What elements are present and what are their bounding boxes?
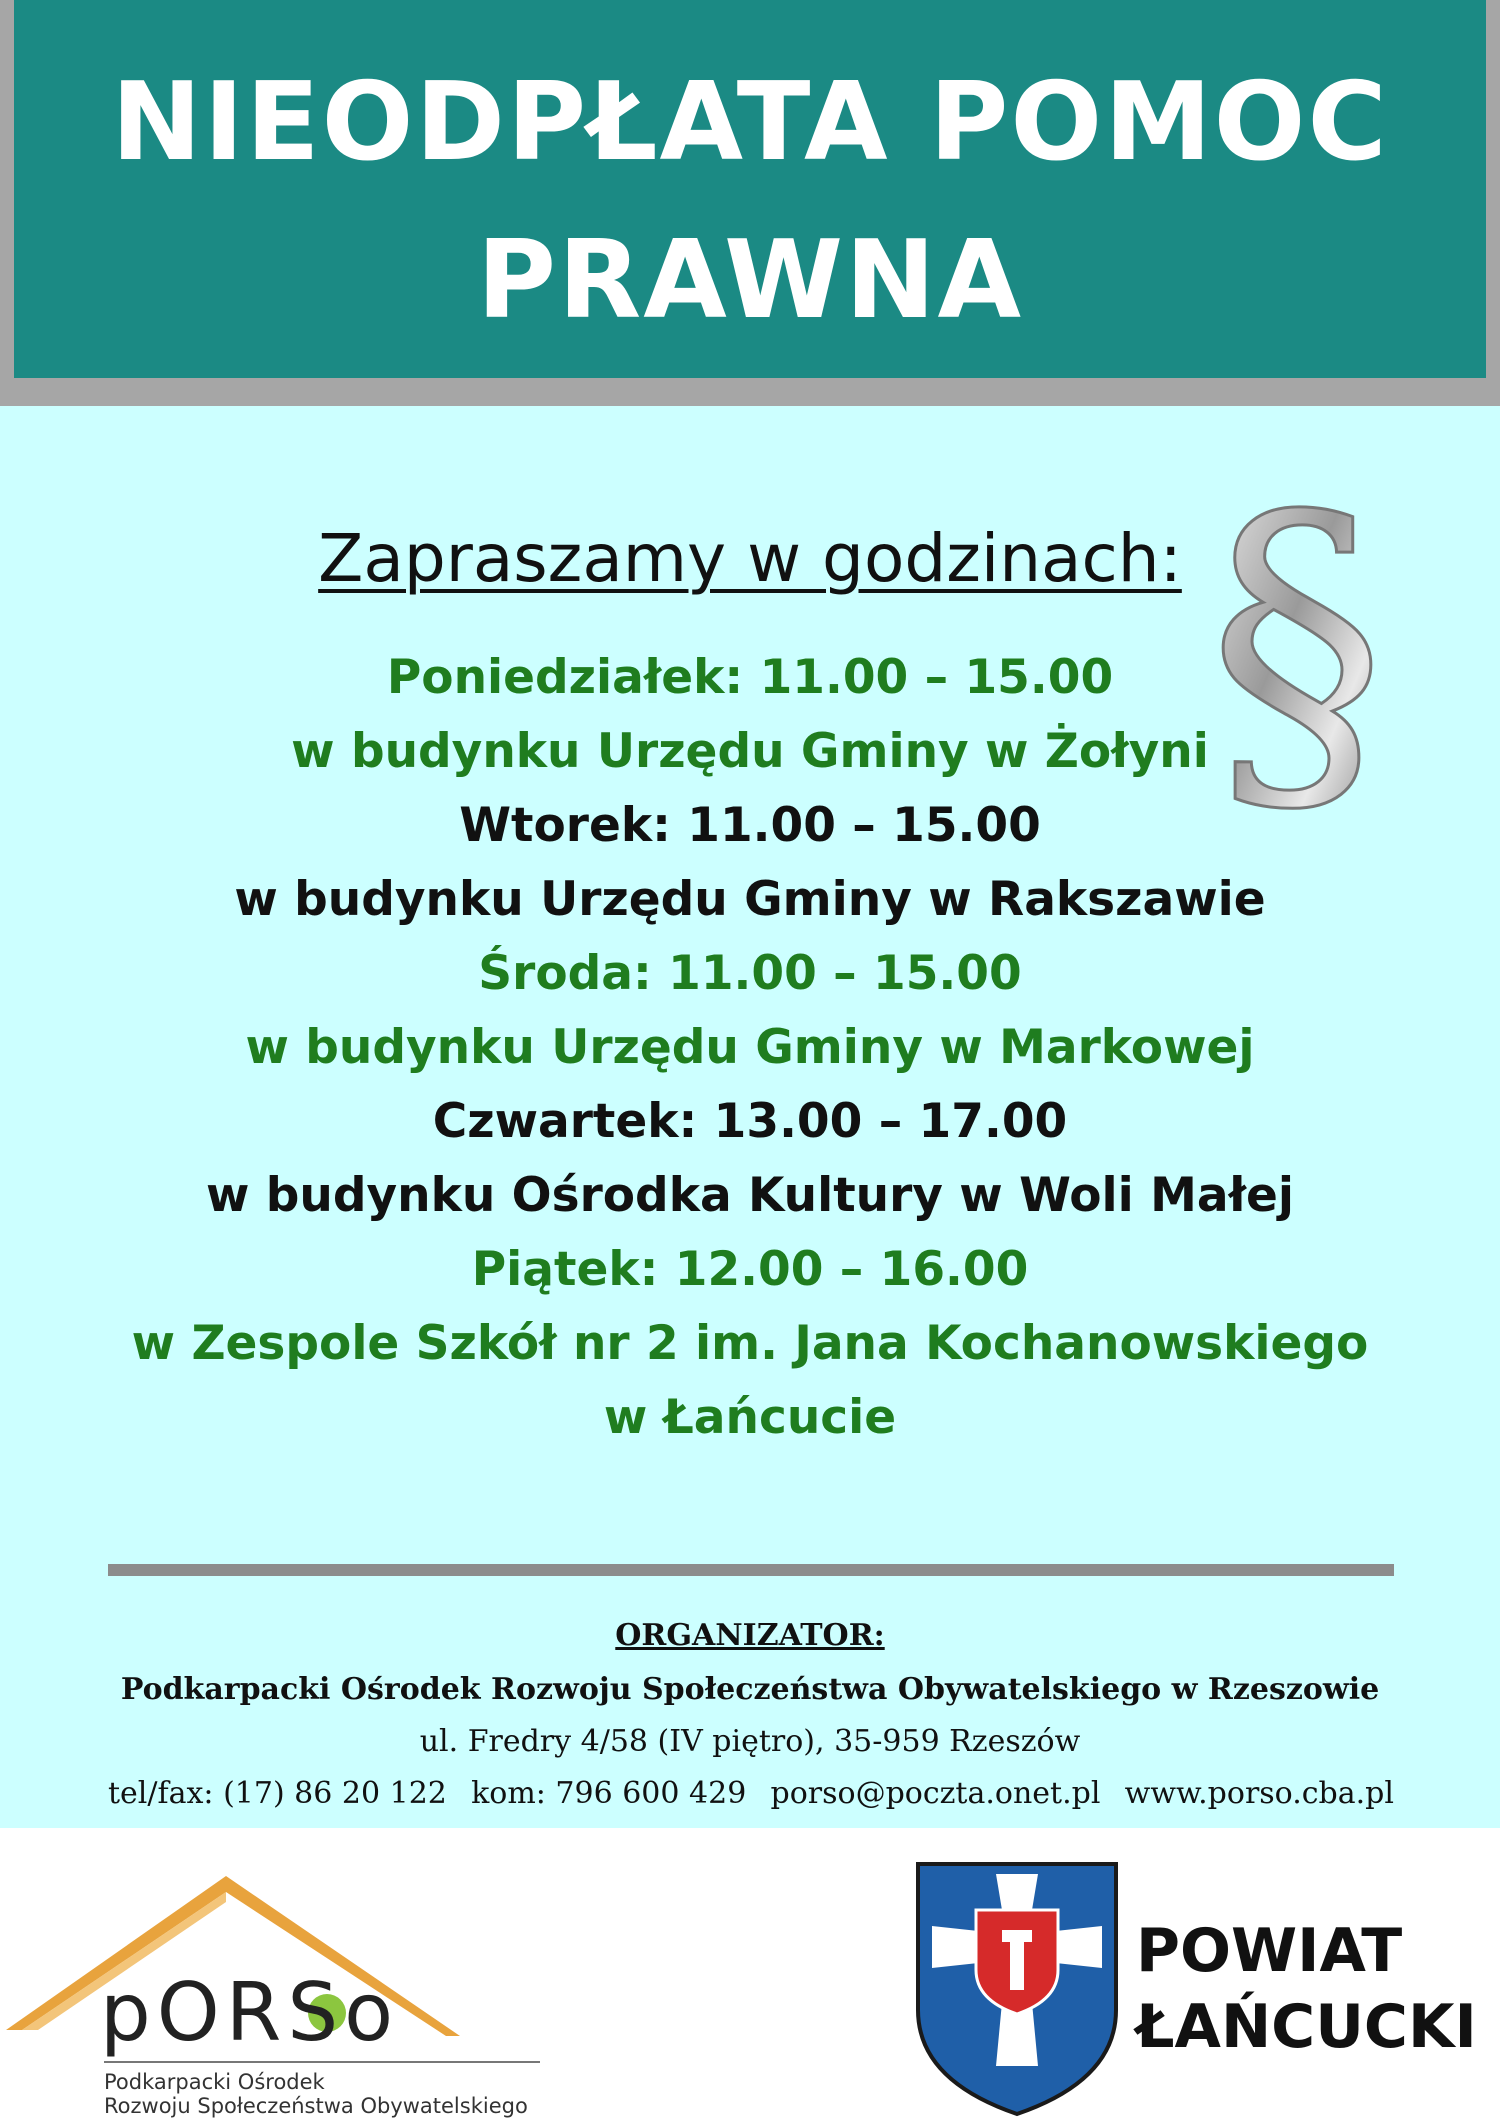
powiat-lancucki-logo	[888, 1830, 1500, 2122]
schedule-line: w Łańcucie	[603, 1390, 897, 1445]
schedule-line: Poniedziałek: 11.00 – 15.00	[386, 650, 1114, 705]
header-banner-frame	[0, 0, 1500, 406]
organizer-phone: tel/fax: (17) 86 20 122	[108, 1776, 447, 1811]
organizer-contact-row	[108, 1776, 1394, 1811]
organizer-address: ul. Fredry 4/58 (IV piętro), 35-959 Rzeszów	[419, 1724, 1081, 1759]
porso-logo	[0, 1830, 560, 2122]
schedule-line: w budynku Ośrodka Kultury w Woli Małej	[205, 1168, 1295, 1223]
divider-rule	[108, 1564, 1394, 1576]
title-line-2: PRAWNA	[476, 218, 1024, 343]
organizer-website: www.porso.cba.pl	[1124, 1776, 1394, 1811]
section-sign-icon	[1207, 440, 1387, 859]
title-line-1: NIEODPŁATA POMOC	[111, 60, 1389, 185]
header-banner	[14, 0, 1486, 378]
organizer-email: porso@poczta.onet.pl	[770, 1776, 1101, 1811]
schedule-heading: Zapraszamy w godzinach:	[318, 520, 1182, 597]
schedule-line: w budynku Urzędu Gminy w Rakszawie	[234, 872, 1266, 927]
organizer-name: Podkarpacki Ośrodek Rozwoju Społeczeństwa Obywatelskiego w Rzeszowie	[120, 1672, 1380, 1707]
schedule-line: w budynku Urzędu Gminy w Żołyni	[291, 724, 1209, 779]
schedule-line: w budynku Urzędu Gminy w Markowej	[245, 1020, 1255, 1075]
organizer-heading: ORGANIZATOR:	[615, 1618, 885, 1653]
powiat-crest-icon	[902, 1830, 1134, 2122]
organizer-mobile: kom: 796 600 429	[471, 1776, 747, 1811]
schedule-line: Środa: 11.00 – 15.00	[478, 946, 1022, 1001]
porso-tagline-1: Podkarpacki Ośrodek	[104, 2070, 325, 2094]
porso-tagline-2: Rozwoju Społeczeństwa Obywatelskiego	[104, 2094, 528, 2118]
powiat-name-line-1: POWIAT	[1136, 1916, 1403, 1986]
schedule-line: Wtorek: 11.00 – 15.00	[459, 798, 1041, 853]
schedule-line: Czwartek: 13.00 – 17.00	[432, 1094, 1068, 1149]
schedule-panel	[0, 406, 1500, 1828]
schedule-line: Piątek: 12.00 – 16.00	[471, 1242, 1029, 1297]
powiat-name-line-2: ŁAŃCUCKI	[1136, 1992, 1477, 2062]
porso-wordmark: pORSo	[100, 1966, 400, 2059]
svg-text:§: §	[1207, 440, 1387, 859]
schedule-line: w Zespole Szkół nr 2 im. Jana Kochanowskiego	[131, 1316, 1369, 1371]
